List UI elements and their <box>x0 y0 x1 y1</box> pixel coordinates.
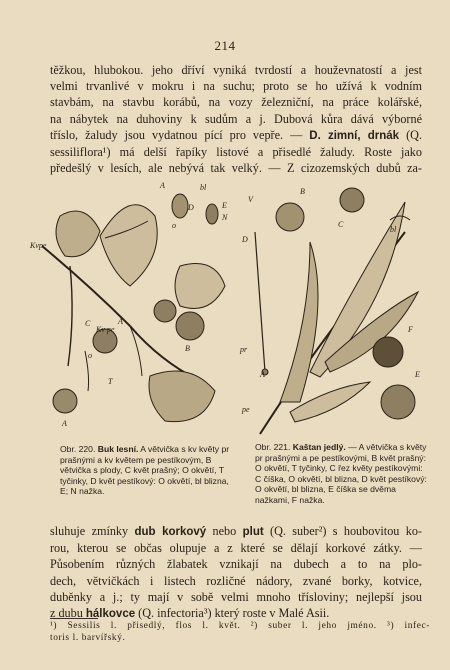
chestnut-drawing <box>240 172 425 440</box>
text-fragment: (Q. <box>399 127 422 142</box>
figure-label: V <box>248 195 253 204</box>
text-line: velmi trvanlivé v mokru i na suchu; proto se ho užívá k vodním <box>50 79 422 94</box>
text-fragment: (Q. suber²) s houbovitou ko- <box>263 524 422 538</box>
text-line: předešlý v lesích, ale nebývá tak velký. — Z cizozemských dubů za- <box>50 161 422 176</box>
text-fragment: (Q. infectoria³) který roste v Malé Asii. <box>135 606 330 621</box>
bottom-paragraph <box>50 523 422 622</box>
figure-caption-right <box>255 442 427 506</box>
text-line <box>50 523 422 540</box>
figure-label: T <box>108 377 113 386</box>
figure-label: E <box>222 201 227 210</box>
text-line: stavbám, na stavbu korábů, na vozy železniční, na práce kolářské, <box>50 95 422 110</box>
figure-label: pr <box>240 345 248 354</box>
figure-label: pe <box>242 405 250 414</box>
figure-label: Kv pe <box>96 325 115 334</box>
species-name-bold: plut <box>242 526 264 538</box>
figure-label: A <box>260 370 265 379</box>
figure-label: o <box>88 351 92 360</box>
text-fragment: z dubu <box>50 606 83 621</box>
text-fragment: rou, <box>50 541 70 556</box>
species-name-bold: D. zimní, drnák <box>309 129 400 142</box>
species-name-bold: dub korkový <box>134 526 207 538</box>
text-fragment: tříslo, žaludy jsou vydatnou pící pro vepře. — <box>50 127 303 142</box>
species-name-bold: hálkovce <box>85 608 136 621</box>
beech-drawing <box>30 176 242 438</box>
caption-title: Buk lesní. <box>97 444 139 454</box>
caption-number: Obr. 220. <box>60 444 96 454</box>
text-fragment: sluhuje zmínky <box>50 524 129 538</box>
figure-label: o <box>172 221 176 230</box>
figure-label: F <box>408 325 413 334</box>
footnote-divider <box>50 618 98 619</box>
top-paragraph <box>50 62 422 176</box>
figure-label: N <box>222 213 228 222</box>
footnote-line: toris l. barvířský. <box>50 633 126 643</box>
figure-label: bl <box>200 183 207 192</box>
figure-label: C <box>338 220 344 229</box>
figure-label: D <box>188 203 194 212</box>
figure-label: B <box>185 344 190 353</box>
figure-label: E <box>415 370 420 379</box>
chestnut-illustration <box>240 172 425 440</box>
figure-label: bl <box>390 225 397 234</box>
figure-label: A <box>62 419 67 428</box>
text-line: sessiliflora¹) má delší řapíky listové a přisedlé žaludy. Roste jako <box>50 145 422 160</box>
text-line <box>50 127 422 144</box>
figure-caption-left <box>60 444 238 497</box>
caption-number: Obr. 221. <box>255 442 291 452</box>
caption-text: — A větvička s květy pr prašnými a pe pestíkovými, B květ prašný: O okvětí, T tyčinky, C řez květy pestíkovými: C číška, O okvětí, bl blizna, D květ pestíkový: O okvětí, bl blizna, E číška se dvěma nažkami, F nažka. <box>255 442 427 505</box>
text-line: dech, větvičkách i listech rozličné nádory, zvané borky, kotvice, <box>50 573 422 588</box>
text-line: na nábytek na duhoviny k sudům a j. Dubová kůra dává výborné <box>50 111 422 126</box>
text-line: Působením různých žlabatek vznikají na dubech a to na plo- <box>50 557 422 572</box>
text-line: těžkou, hlubokou. jeho dříví vyniká tvrdostí a houževnatostí a jest <box>50 63 422 77</box>
text-fragment: nebo <box>206 524 243 538</box>
caption-text: A větvička s kv květy pr prašnými a kv květem pe pestíkovým, B větvička s plody, C květ prašný; O okvětí, T tyčinky, D květ pestíkový: O okvětí, bl blizna, E; N nažka. <box>60 444 230 497</box>
figure-label: A <box>160 181 165 190</box>
footnotes <box>50 620 430 644</box>
figure-label: C <box>85 319 91 328</box>
page-number: 214 <box>214 38 236 53</box>
footnote-line: ¹) Sessilis l. přisedlý, flos l. květ. ²) suber l. jeho jméno. ³) infec- <box>50 621 430 631</box>
text-line: duběnky a j.; ty mají v sobě velmi mnoho třísloviny; nejlepší jsou <box>50 589 422 604</box>
figure-label: D <box>242 235 248 244</box>
caption-title: Kaštan jedlý. <box>292 442 346 452</box>
beech-illustration <box>30 176 242 438</box>
text-line <box>50 540 422 556</box>
figure-label: B <box>300 187 305 196</box>
figure-label: Kvpe <box>30 241 47 250</box>
figure-label: A <box>118 317 123 326</box>
text-fragment: kterou se občas olupuje a z které se dělají korkové zátky. — <box>77 541 422 556</box>
